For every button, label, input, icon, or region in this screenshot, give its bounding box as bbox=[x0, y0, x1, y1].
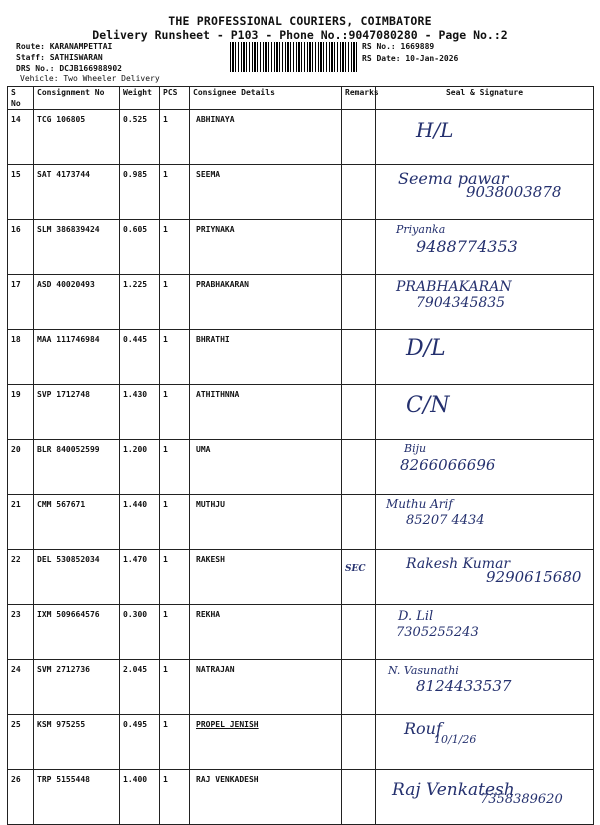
cell-pcs: 1 bbox=[160, 660, 190, 715]
cell-pcs: 1 bbox=[160, 715, 190, 770]
cell-consignee: ATHITHNNA bbox=[190, 385, 342, 440]
handwritten-signature: Muthu Arif bbox=[386, 497, 453, 511]
handwritten-signature: 10/1/26 bbox=[434, 733, 477, 746]
handwritten-signature: D. Lil bbox=[398, 609, 434, 624]
cell-weight: 0.300 bbox=[120, 605, 160, 660]
rs-date: RS Date: 10-Jan-2026 bbox=[362, 54, 459, 63]
table-row bbox=[8, 440, 594, 495]
drs-number: DRS No.: DCJB166988902 bbox=[16, 64, 122, 73]
table-row bbox=[8, 495, 594, 550]
barcode-image bbox=[230, 42, 357, 72]
cell-signature bbox=[376, 715, 594, 770]
cell-remarks bbox=[342, 330, 376, 385]
handwritten-signature: 9488774353 bbox=[416, 237, 518, 256]
cell-consignee: PRABHAKARAN bbox=[190, 275, 342, 330]
cell-consignee: RAKESH bbox=[190, 550, 342, 605]
col-header-signature: Seal & Signature bbox=[376, 87, 594, 110]
cell-pcs: 1 bbox=[160, 495, 190, 550]
handwritten-signature: 85207 4434 bbox=[406, 513, 485, 528]
cell-sno: 23 bbox=[8, 605, 34, 660]
runsheet-subtitle: Delivery Runsheet - P103 - Phone No.:9047080280 - Page No.:2 bbox=[92, 28, 508, 42]
handwritten-signature: 8266066696 bbox=[400, 456, 496, 474]
cell-consignment-no: SVM 2712736 bbox=[34, 660, 120, 715]
col-header-remarks: Remarks bbox=[342, 87, 376, 110]
cell-sno: 19 bbox=[8, 385, 34, 440]
cell-consignment-no: MAA 111746984 bbox=[34, 330, 120, 385]
handwritten-signature: 9290615680 bbox=[486, 568, 582, 586]
cell-pcs: 1 bbox=[160, 770, 190, 825]
col-header-pcs: PCS bbox=[160, 87, 190, 110]
cell-pcs: 1 bbox=[160, 220, 190, 275]
handwritten-signature: 8124433537 bbox=[416, 677, 512, 695]
table-row bbox=[8, 715, 594, 770]
handwritten-signature: 7305255243 bbox=[396, 625, 479, 640]
cell-consignee: ABHINAYA bbox=[190, 110, 342, 165]
cell-consignment-no: IXM 509664576 bbox=[34, 605, 120, 660]
table-row bbox=[8, 165, 594, 220]
cell-consignee: UMA bbox=[190, 440, 342, 495]
cell-pcs: 1 bbox=[160, 275, 190, 330]
cell-consignment-no: SLM 386839424 bbox=[34, 220, 120, 275]
cell-consignee: BHRATHI bbox=[190, 330, 342, 385]
cell-sno: 17 bbox=[8, 275, 34, 330]
cell-sno: 25 bbox=[8, 715, 34, 770]
table-row bbox=[8, 770, 594, 825]
cell-consignment-no: CMM 567671 bbox=[34, 495, 120, 550]
cell-pcs: 1 bbox=[160, 550, 190, 605]
cell-signature bbox=[376, 220, 594, 275]
cell-consignee: MUTHJU bbox=[190, 495, 342, 550]
cell-signature bbox=[376, 165, 594, 220]
cell-pcs: 1 bbox=[160, 440, 190, 495]
cell-consignee: RAJ VENKADESH bbox=[190, 770, 342, 825]
cell-weight: 0.605 bbox=[120, 220, 160, 275]
cell-consignment-no: TCG 106805 bbox=[34, 110, 120, 165]
cell-pcs: 1 bbox=[160, 330, 190, 385]
cell-weight: 0.985 bbox=[120, 165, 160, 220]
table-row bbox=[8, 330, 594, 385]
cell-remarks bbox=[342, 275, 376, 330]
cell-consignee: PROPEL JENISH bbox=[190, 715, 342, 770]
cell-consignment-no: SAT 4173744 bbox=[34, 165, 120, 220]
cell-signature bbox=[376, 330, 594, 385]
cell-weight: 1.430 bbox=[120, 385, 160, 440]
cell-consignee: PRIYNAKA bbox=[190, 220, 342, 275]
rs-number: RS No.: 1669889 bbox=[362, 42, 435, 51]
cell-consignment-no: KSM 975255 bbox=[34, 715, 120, 770]
handwritten-signature: Seema pawar bbox=[398, 169, 509, 188]
cell-remarks bbox=[342, 220, 376, 275]
cell-sno: 20 bbox=[8, 440, 34, 495]
cell-sno: 21 bbox=[8, 495, 34, 550]
cell-sno: 15 bbox=[8, 165, 34, 220]
handwritten-signature: Biju bbox=[404, 442, 427, 455]
table-row bbox=[8, 220, 594, 275]
cell-remarks bbox=[342, 495, 376, 550]
cell-signature bbox=[376, 550, 594, 605]
cell-sno: 14 bbox=[8, 110, 34, 165]
cell-remarks bbox=[342, 110, 376, 165]
route-label: Route: KARANAMPETTAI bbox=[16, 42, 113, 51]
cell-pcs: 1 bbox=[160, 110, 190, 165]
cell-remarks: SEC bbox=[342, 550, 376, 605]
cell-signature bbox=[376, 770, 594, 825]
cell-sno: 26 bbox=[8, 770, 34, 825]
cell-pcs: 1 bbox=[160, 605, 190, 660]
cell-sno: 18 bbox=[8, 330, 34, 385]
cell-weight: 0.495 bbox=[120, 715, 160, 770]
handwritten-signature: Rouf bbox=[404, 719, 442, 738]
cell-weight: 1.440 bbox=[120, 495, 160, 550]
cell-weight: 2.045 bbox=[120, 660, 160, 715]
cell-weight: 0.525 bbox=[120, 110, 160, 165]
handwritten-signature: N. Vasunathi bbox=[388, 664, 459, 677]
runsheet-table bbox=[7, 86, 594, 825]
cell-consignment-no: SVP 1712748 bbox=[34, 385, 120, 440]
handwritten-signature: 7904345835 bbox=[416, 295, 506, 311]
cell-weight: 1.470 bbox=[120, 550, 160, 605]
cell-signature bbox=[376, 660, 594, 715]
handwritten-signature: H/L bbox=[416, 118, 454, 142]
cell-sno: 16 bbox=[8, 220, 34, 275]
table-row bbox=[8, 605, 594, 660]
cell-signature bbox=[376, 605, 594, 660]
cell-weight: 0.445 bbox=[120, 330, 160, 385]
handwritten-signature: 9038003878 bbox=[466, 183, 562, 201]
col-header-consignment: Consignment No bbox=[34, 87, 120, 110]
table-row bbox=[8, 110, 594, 165]
table-row bbox=[8, 275, 594, 330]
cell-consignment-no: DEL 530852034 bbox=[34, 550, 120, 605]
cell-remarks bbox=[342, 385, 376, 440]
runsheet-title: THE PROFESSIONAL COURIERS, COIMBATORE bbox=[168, 14, 432, 28]
cell-signature bbox=[376, 385, 594, 440]
cell-remarks bbox=[342, 770, 376, 825]
cell-sno: 22 bbox=[8, 550, 34, 605]
cell-signature bbox=[376, 110, 594, 165]
table-row bbox=[8, 385, 594, 440]
cell-weight: 1.200 bbox=[120, 440, 160, 495]
cell-consignee: NATRAJAN bbox=[190, 660, 342, 715]
table-row bbox=[8, 660, 594, 715]
cell-remarks bbox=[342, 165, 376, 220]
cell-pcs: 1 bbox=[160, 385, 190, 440]
cell-remarks bbox=[342, 605, 376, 660]
cell-pcs: 1 bbox=[160, 165, 190, 220]
handwritten-signature: Rakesh Kumar bbox=[406, 556, 511, 572]
col-header-weight: Weight bbox=[120, 87, 160, 110]
cell-consignment-no: BLR 840052599 bbox=[34, 440, 120, 495]
table-row bbox=[8, 550, 594, 605]
handwritten-signature: Raj Venkatesh bbox=[392, 780, 515, 800]
handwritten-signature: C/N bbox=[406, 393, 450, 418]
cell-signature bbox=[376, 495, 594, 550]
handwritten-signature: Priyanka bbox=[396, 223, 446, 236]
cell-signature bbox=[376, 275, 594, 330]
cell-consignee: SEEMA bbox=[190, 165, 342, 220]
col-header-consignee: Consignee Details bbox=[190, 87, 342, 110]
handwritten-signature: 7358389620 bbox=[480, 792, 563, 807]
cell-weight: 1.400 bbox=[120, 770, 160, 825]
staff-label: Staff: SATHISWARAN bbox=[16, 53, 103, 62]
table-header-row bbox=[8, 87, 594, 110]
cell-remarks bbox=[342, 715, 376, 770]
col-header-sno: S No bbox=[8, 87, 34, 110]
cell-remarks bbox=[342, 660, 376, 715]
handwritten-signature: D/L bbox=[406, 336, 446, 361]
cell-consignee: REKHA bbox=[190, 605, 342, 660]
cell-signature bbox=[376, 440, 594, 495]
cell-consignment-no: ASD 40020493 bbox=[34, 275, 120, 330]
cell-sno: 24 bbox=[8, 660, 34, 715]
handwritten-signature: PRABHAKARAN bbox=[396, 279, 512, 295]
vehicle-label: Vehicle: Two Wheeler Delivery bbox=[20, 74, 160, 83]
cell-consignment-no: TRP 5155448 bbox=[34, 770, 120, 825]
cell-weight: 1.225 bbox=[120, 275, 160, 330]
cell-remarks bbox=[342, 440, 376, 495]
